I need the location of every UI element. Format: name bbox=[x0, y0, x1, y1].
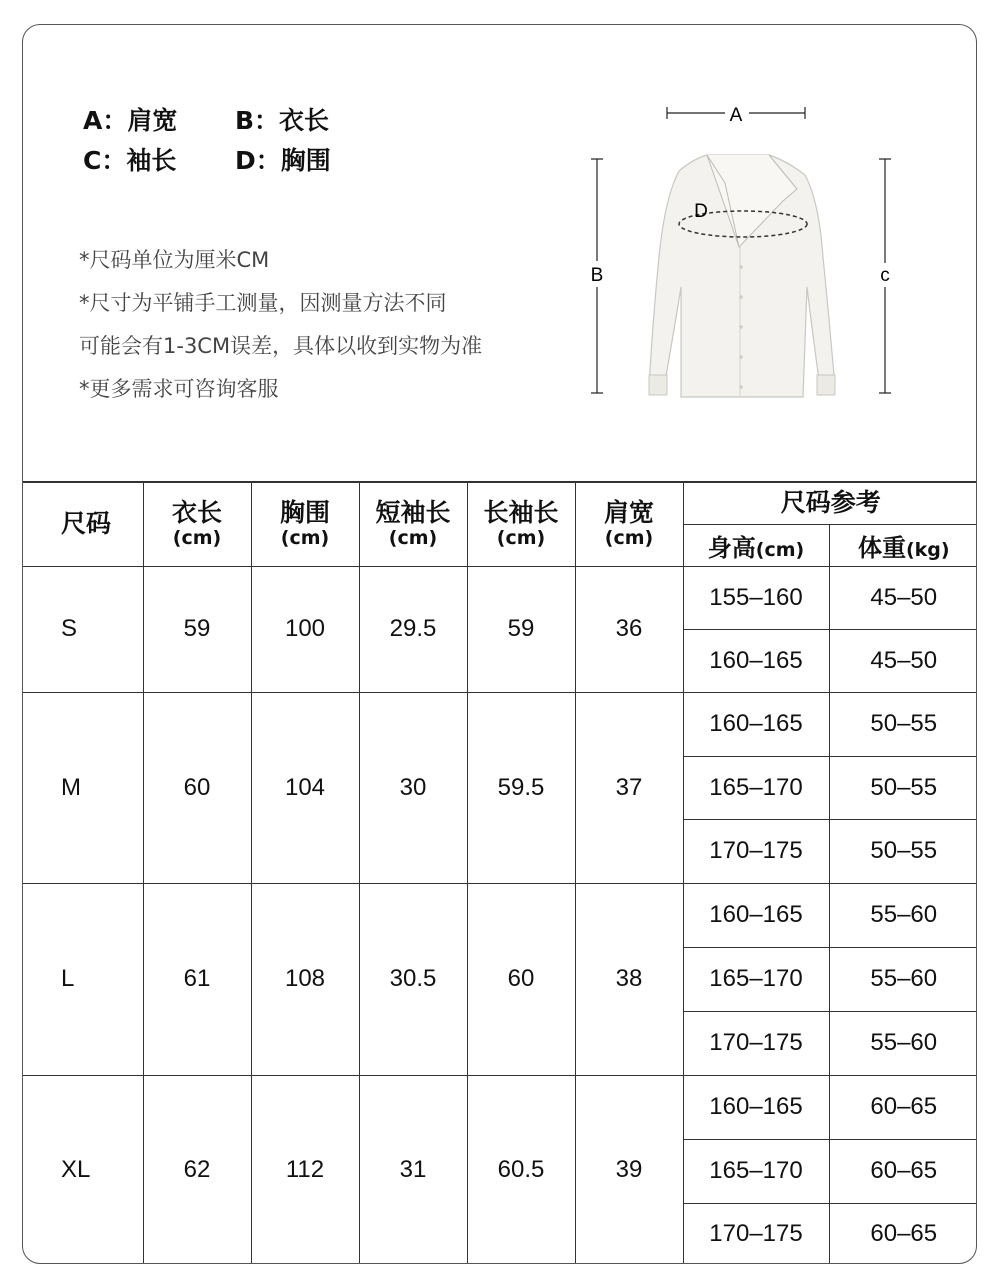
legend-length: B：衣长 bbox=[235, 106, 330, 135]
height-cell: 170–175 bbox=[683, 1011, 829, 1075]
short-sleeve-cell: 29.5 bbox=[359, 566, 467, 692]
height-cell: 170–175 bbox=[683, 1203, 829, 1264]
weight-cell: 55–60 bbox=[829, 947, 977, 1011]
note-service: *更多需求可咨询客服 bbox=[79, 377, 279, 401]
legend-sleeve: C：袖长 bbox=[83, 146, 177, 175]
header-size-reference: 尺码参考 bbox=[683, 482, 977, 524]
header-size: 尺码 bbox=[23, 482, 143, 566]
size-cell: L bbox=[23, 883, 143, 1075]
shoulder-cell: 39 bbox=[575, 1075, 683, 1264]
weight-cell: 60–65 bbox=[829, 1139, 977, 1203]
height-cell: 165–170 bbox=[683, 947, 829, 1011]
chest-cell: 100 bbox=[251, 566, 359, 692]
header-shoulder: 肩宽 (cm) bbox=[575, 482, 683, 566]
weight-cell: 50–55 bbox=[829, 692, 977, 756]
label-b: B bbox=[590, 265, 604, 286]
note-tolerance: 可能会有1-3CM误差，具体以收到实物为准 bbox=[79, 334, 483, 358]
chest-cell: 108 bbox=[251, 883, 359, 1075]
table-row bbox=[23, 1075, 977, 1139]
legend-shoulder: A：肩宽 bbox=[83, 106, 178, 135]
long-sleeve-cell: 60 bbox=[467, 883, 575, 1075]
height-cell: 155–160 bbox=[683, 566, 829, 629]
chest-cell: 112 bbox=[251, 1075, 359, 1264]
size-cell: XL bbox=[23, 1075, 143, 1264]
shoulder-cell: 36 bbox=[575, 566, 683, 692]
header-length: 衣长 (cm) bbox=[143, 482, 251, 566]
shoulder-cell: 37 bbox=[575, 692, 683, 883]
height-cell: 165–170 bbox=[683, 1139, 829, 1203]
short-sleeve-cell: 31 bbox=[359, 1075, 467, 1264]
weight-cell: 55–60 bbox=[829, 1011, 977, 1075]
shoulder-cell: 38 bbox=[575, 883, 683, 1075]
header-short-sleeve: 短袖长 (cm) bbox=[359, 482, 467, 566]
legend-chest: D：胸围 bbox=[235, 146, 331, 175]
table-row bbox=[23, 883, 977, 947]
height-cell: 170–175 bbox=[683, 819, 829, 883]
label-a: A bbox=[729, 105, 743, 126]
measurement-legend bbox=[83, 101, 387, 181]
long-sleeve-cell: 60.5 bbox=[467, 1075, 575, 1264]
table-row bbox=[23, 566, 977, 629]
long-sleeve-cell: 59.5 bbox=[467, 692, 575, 883]
long-sleeve-cell: 59 bbox=[467, 566, 575, 692]
size-table bbox=[23, 481, 977, 1264]
size-cell: S bbox=[23, 566, 143, 692]
header-height: 身高(cm) bbox=[683, 524, 829, 566]
blouse-measurement-diagram bbox=[583, 97, 903, 427]
blouse-illustration bbox=[649, 155, 835, 397]
note-method: *尺寸为平铺手工测量，因测量方法不同 bbox=[79, 291, 447, 315]
height-cell: 160–165 bbox=[683, 883, 829, 947]
measurement-notes bbox=[79, 239, 482, 411]
height-cell: 165–170 bbox=[683, 756, 829, 819]
length-cell: 60 bbox=[143, 692, 251, 883]
label-c: c bbox=[880, 265, 890, 286]
length-cell: 62 bbox=[143, 1075, 251, 1264]
weight-cell: 50–55 bbox=[829, 819, 977, 883]
table-row bbox=[23, 692, 977, 756]
size-chart-card bbox=[22, 24, 977, 1264]
height-cell: 160–165 bbox=[683, 692, 829, 756]
note-unit: *尺码单位为厘米CM bbox=[79, 248, 270, 272]
header-chest: 胸围 (cm) bbox=[251, 482, 359, 566]
header-weight: 体重(kg) bbox=[829, 524, 977, 566]
weight-cell: 55–60 bbox=[829, 883, 977, 947]
short-sleeve-cell: 30 bbox=[359, 692, 467, 883]
height-cell: 160–165 bbox=[683, 1075, 829, 1139]
weight-cell: 60–65 bbox=[829, 1075, 977, 1139]
weight-cell: 50–55 bbox=[829, 756, 977, 819]
size-cell: M bbox=[23, 692, 143, 883]
length-cell: 61 bbox=[143, 883, 251, 1075]
chest-cell: 104 bbox=[251, 692, 359, 883]
length-cell: 59 bbox=[143, 566, 251, 692]
short-sleeve-cell: 30.5 bbox=[359, 883, 467, 1075]
table-header-row bbox=[23, 482, 977, 524]
height-cell: 160–165 bbox=[683, 629, 829, 692]
weight-cell: 45–50 bbox=[829, 629, 977, 692]
header-long-sleeve: 长袖长 (cm) bbox=[467, 482, 575, 566]
weight-cell: 60–65 bbox=[829, 1203, 977, 1264]
label-d: D bbox=[694, 201, 708, 222]
weight-cell: 45–50 bbox=[829, 566, 977, 629]
